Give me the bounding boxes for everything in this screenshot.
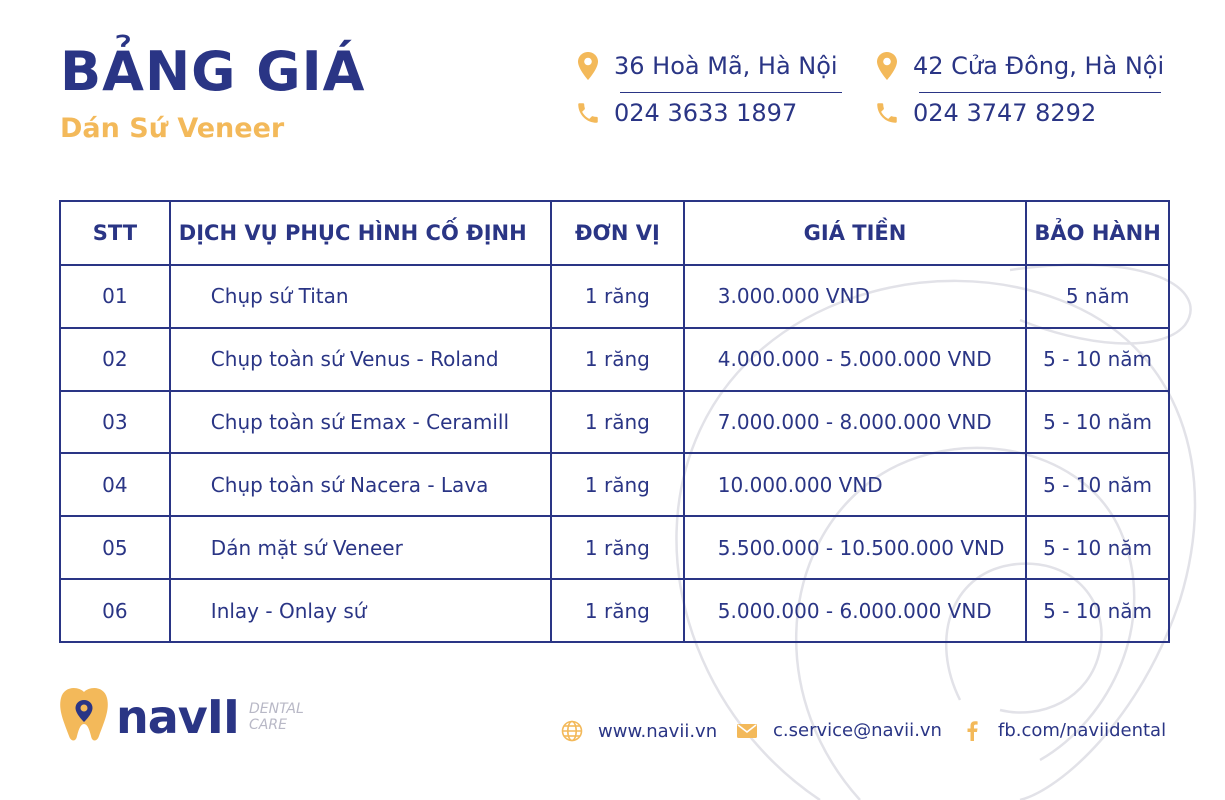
facebook-icon [960, 721, 984, 741]
brand-tagline-line1: DENTAL [249, 701, 304, 717]
branch-1-phone-text: 024 3633 1897 [614, 99, 798, 127]
cell-warranty: 5 năm [1026, 265, 1169, 328]
column-header-service: DỊCH VỤ PHỤC HÌNH CỐ ĐỊNH [170, 201, 551, 265]
page-title: BẢNG GIÁ [60, 40, 366, 103]
cell-service: Inlay - Onlay sứ [170, 579, 551, 642]
cell-unit: 1 răng [551, 265, 684, 328]
branch-1-address [572, 52, 838, 80]
brand-tagline [249, 701, 304, 733]
cell-unit: 1 răng [551, 516, 684, 579]
cell-warranty: 5 - 10 năm [1026, 328, 1169, 391]
cell-service: Chụp toàn sứ Emax - Ceramill [170, 391, 551, 454]
cell-service: Chụp toàn sứ Venus - Roland [170, 328, 551, 391]
cell-service: Chụp toàn sứ Nacera - Lava [170, 453, 551, 516]
branch-2-phone-text: 024 3747 8292 [913, 99, 1097, 127]
branch-1-divider [620, 92, 842, 93]
table-row [60, 391, 1169, 454]
cell-stt: 04 [60, 453, 170, 516]
cell-stt: 01 [60, 265, 170, 328]
table-header-row [60, 201, 1169, 265]
price-table [59, 200, 1170, 643]
location-pin-icon [871, 52, 903, 80]
email-link[interactable]: c.service@navii.vn [773, 720, 942, 741]
column-header-warranty: BẢO HÀNH [1026, 201, 1169, 265]
cell-warranty: 5 - 10 năm [1026, 516, 1169, 579]
table-row [60, 579, 1169, 642]
cell-price: 4.000.000 - 5.000.000 VND [684, 328, 1026, 391]
page-subtitle: Dán Sứ Veneer [60, 113, 285, 144]
column-header-stt: STT [60, 201, 170, 265]
column-header-price: GIÁ TIỀN [684, 201, 1026, 265]
navii-logo [58, 686, 304, 748]
branch-2-divider [919, 92, 1161, 93]
cell-warranty: 5 - 10 năm [1026, 579, 1169, 642]
branch-1-phone [572, 99, 797, 127]
cell-price: 5.500.000 - 10.500.000 VND [684, 516, 1026, 579]
cell-stt: 06 [60, 579, 170, 642]
branch-2-address-text: 42 Cửa Đông, Hà Nội [913, 52, 1165, 80]
brand-name: navII [116, 690, 240, 744]
cell-unit: 1 răng [551, 328, 684, 391]
cell-unit: 1 răng [551, 391, 684, 454]
table-row [60, 328, 1169, 391]
location-pin-icon [572, 52, 604, 80]
cell-price: 3.000.000 VND [684, 265, 1026, 328]
table-row [60, 265, 1169, 328]
phone-icon [871, 100, 903, 126]
footer-email[interactable] [735, 720, 942, 741]
tooth-logo-icon [58, 686, 110, 748]
brand-tagline-line2: CARE [249, 717, 287, 733]
globe-icon [560, 720, 584, 742]
facebook-link[interactable]: fb.com/naviidental [998, 720, 1167, 741]
cell-service: Dán mặt sứ Veneer [170, 516, 551, 579]
branch-2-phone [871, 99, 1096, 127]
cell-unit: 1 răng [551, 453, 684, 516]
table-row [60, 516, 1169, 579]
table-row [60, 453, 1169, 516]
cell-price: 10.000.000 VND [684, 453, 1026, 516]
cell-stt: 02 [60, 328, 170, 391]
cell-unit: 1 răng [551, 579, 684, 642]
cell-price: 5.000.000 - 6.000.000 VND [684, 579, 1026, 642]
branch-2-address [871, 52, 1164, 80]
footer-facebook[interactable] [960, 720, 1166, 741]
cell-stt: 05 [60, 516, 170, 579]
mail-icon [735, 724, 759, 738]
cell-warranty: 5 - 10 năm [1026, 391, 1169, 454]
column-header-unit: ĐƠN VỊ [551, 201, 684, 265]
cell-stt: 03 [60, 391, 170, 454]
cell-price: 7.000.000 - 8.000.000 VND [684, 391, 1026, 454]
phone-icon [572, 100, 604, 126]
cell-service: Chụp sứ Titan [170, 265, 551, 328]
footer-website[interactable] [560, 720, 717, 742]
branch-1-address-text: 36 Hoà Mã, Hà Nội [614, 52, 838, 80]
cell-warranty: 5 - 10 năm [1026, 453, 1169, 516]
website-link[interactable]: www.navii.vn [598, 720, 718, 742]
